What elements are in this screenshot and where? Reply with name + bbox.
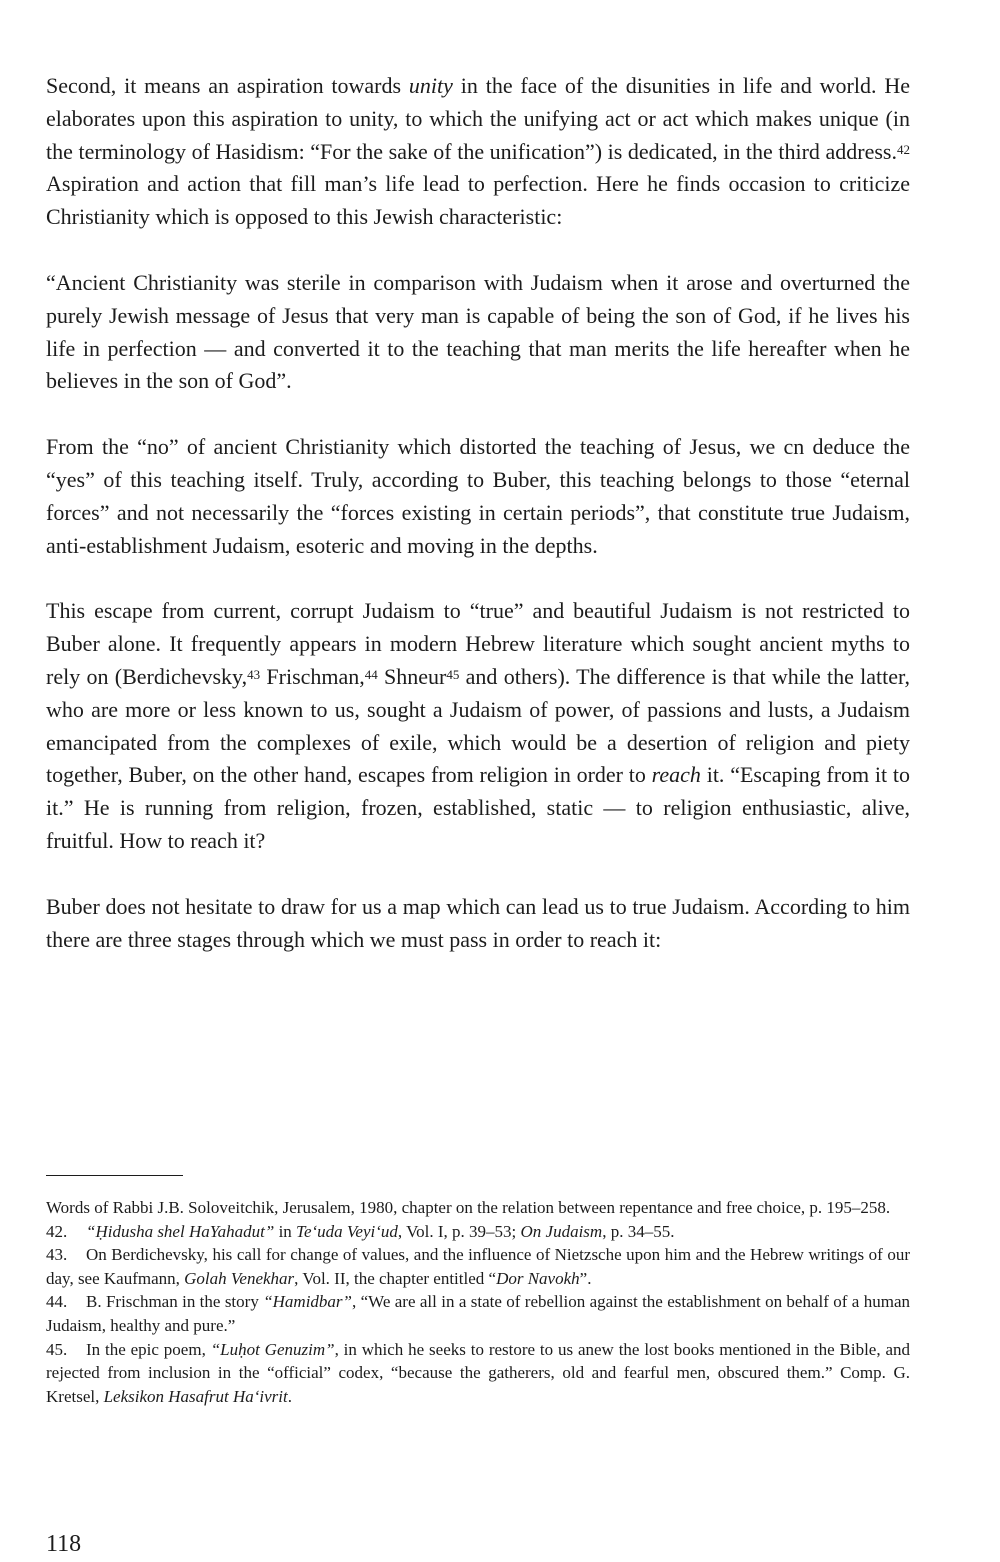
- text-run: Second, it means an aspiration towards: [46, 73, 409, 98]
- footnote-number: 42.: [46, 1221, 68, 1241]
- text-run: , p. 34–55.: [602, 1221, 675, 1241]
- paragraph-escape: [46, 595, 910, 857]
- paragraph-map: Buber does not hesitate to draw for us a map which can lead us to true Judaism. According to him there are three stages through which we must pass in order to reach it:: [46, 893, 910, 952]
- footnote-ref-44[interactable]: 44: [364, 666, 378, 682]
- emphasis: Dor Navokh: [496, 1268, 580, 1288]
- emphasis: reach: [651, 762, 701, 788]
- text-run: Frischman,: [260, 663, 365, 689]
- footnote-44: [46, 1290, 910, 1337]
- text-run: Shneur: [377, 663, 447, 689]
- emphasis: “Ḥidusha shel HaYahadut”: [86, 1221, 275, 1241]
- text-run: it. “Escaping from it to it.” He is running from religion, frozen, established, static — to religion enthusiastic, alive, fruitful. How to reach it?: [46, 762, 911, 853]
- text-run: On Berdichevsky, his call for change of values, and the influence of Nietzsche upon him and the Hebrew writings of our day, see Kaufmann,: [46, 1245, 910, 1288]
- text-run: .: [287, 1386, 292, 1406]
- text-run: , Vol. I, p. 39–53;: [397, 1221, 521, 1241]
- text-run: in: [274, 1221, 297, 1241]
- emphasis: On Judaism: [520, 1221, 603, 1241]
- text-run: , “We are all in a state of rebellion against the establishment on behalf of a human Judaism, healthy and pure.”: [46, 1292, 910, 1335]
- text-run: B. Frischman in the story: [86, 1292, 264, 1312]
- footnote-45: [46, 1338, 910, 1409]
- page-number: 118: [46, 1531, 82, 1557]
- text-run: , Vol. II, the chapter entitled “: [294, 1268, 497, 1288]
- text-run: Aspiration and action that fill man’s life lead to perfection. Here he finds occasion to criticize Christianity which is opposed to this Jewish characteristic:: [46, 171, 910, 230]
- emphasis: unity: [408, 73, 453, 98]
- footnote-number: 44.: [46, 1292, 68, 1312]
- text-run: In the epic poem,: [86, 1339, 211, 1359]
- footnote-43: [46, 1243, 910, 1290]
- footnote-42: [46, 1220, 910, 1244]
- footnote-number: 45.: [46, 1339, 68, 1359]
- text-run: in the face of the disunities in life and world. He elaborates upon this aspiration to unity, to which the unifying act or act which makes unique (in the terminology of Hasidism: “For the sake of the unification”) is dedicated, in the third address.: [46, 73, 910, 164]
- footnote-divider: [46, 1175, 183, 1176]
- footnote-ref-45[interactable]: 45: [446, 666, 460, 682]
- footnotes: [46, 1196, 910, 1408]
- text-run: This escape from current, corrupt Judaism to “true” and beautiful Judaism is not restricted to Buber alone. It frequently appears in modern Hebrew literature which sought ancient myths to rely on (Berdichevsky,: [46, 598, 910, 689]
- footnote-continued: Words of Rabbi J.B. Soloveitchik, Jerusalem, 1980, chapter on the relation between repentance and free choice, p. 195–258.: [46, 1198, 891, 1217]
- paragraph-quotation: “Ancient Christianity was sterile in comparison with Judaism when it arose and overturned the purely Jewish message of Jesus that very man is capable of being the son of God, if he lives his life in perfection — and converted it to the teaching that man merits the life hereafter when he believes in the son of God”.: [46, 269, 910, 394]
- emphasis: Te‘uda Veyi‘ud: [296, 1221, 398, 1241]
- emphasis: Golah Venekhar: [184, 1268, 295, 1288]
- main-text: [46, 70, 910, 956]
- footnote-ref-42[interactable]: 42: [897, 141, 910, 157]
- emphasis: “Hamidbar”: [263, 1292, 352, 1312]
- emphasis: “Luḥot Genuzim”: [210, 1339, 335, 1359]
- footnote-number: 43.: [46, 1245, 68, 1265]
- footnote-ref-43[interactable]: 43: [247, 666, 261, 682]
- emphasis: Leksikon Hasafrut Ha‘ivrit: [103, 1386, 288, 1406]
- paragraph-christianity: From the “no” of ancient Christianity which distorted the teaching of Jesus, we cn deduce the “yes” of this teaching itself. Truly, according to Buber, this teaching belongs to those “eternal forces” and not necessarily the “forces existing in certain periods”, that constitute true Judaism, anti-establishment Judaism, esoteric and moving in the depths.: [46, 434, 910, 558]
- text-run: and others). The difference is that while the latter, who are more or less known to us, sought a Judaism of power, of passions and lusts, a Judaism emancipated from the complexes of exile, which would be a desertion of religion and piety together, Buber, on the other hand, escapes from religion in order to: [46, 663, 910, 788]
- paragraph-unity: [46, 70, 910, 234]
- text-run: ”.: [579, 1268, 592, 1288]
- text-run: , in which he seeks to restore to us anew the lost books mentioned in the Bible, and rejected from inclusion in the “official” codex, “because the gatherers, old and fearful men, obscured them.” Comp. G. Kretsel,: [46, 1339, 910, 1406]
